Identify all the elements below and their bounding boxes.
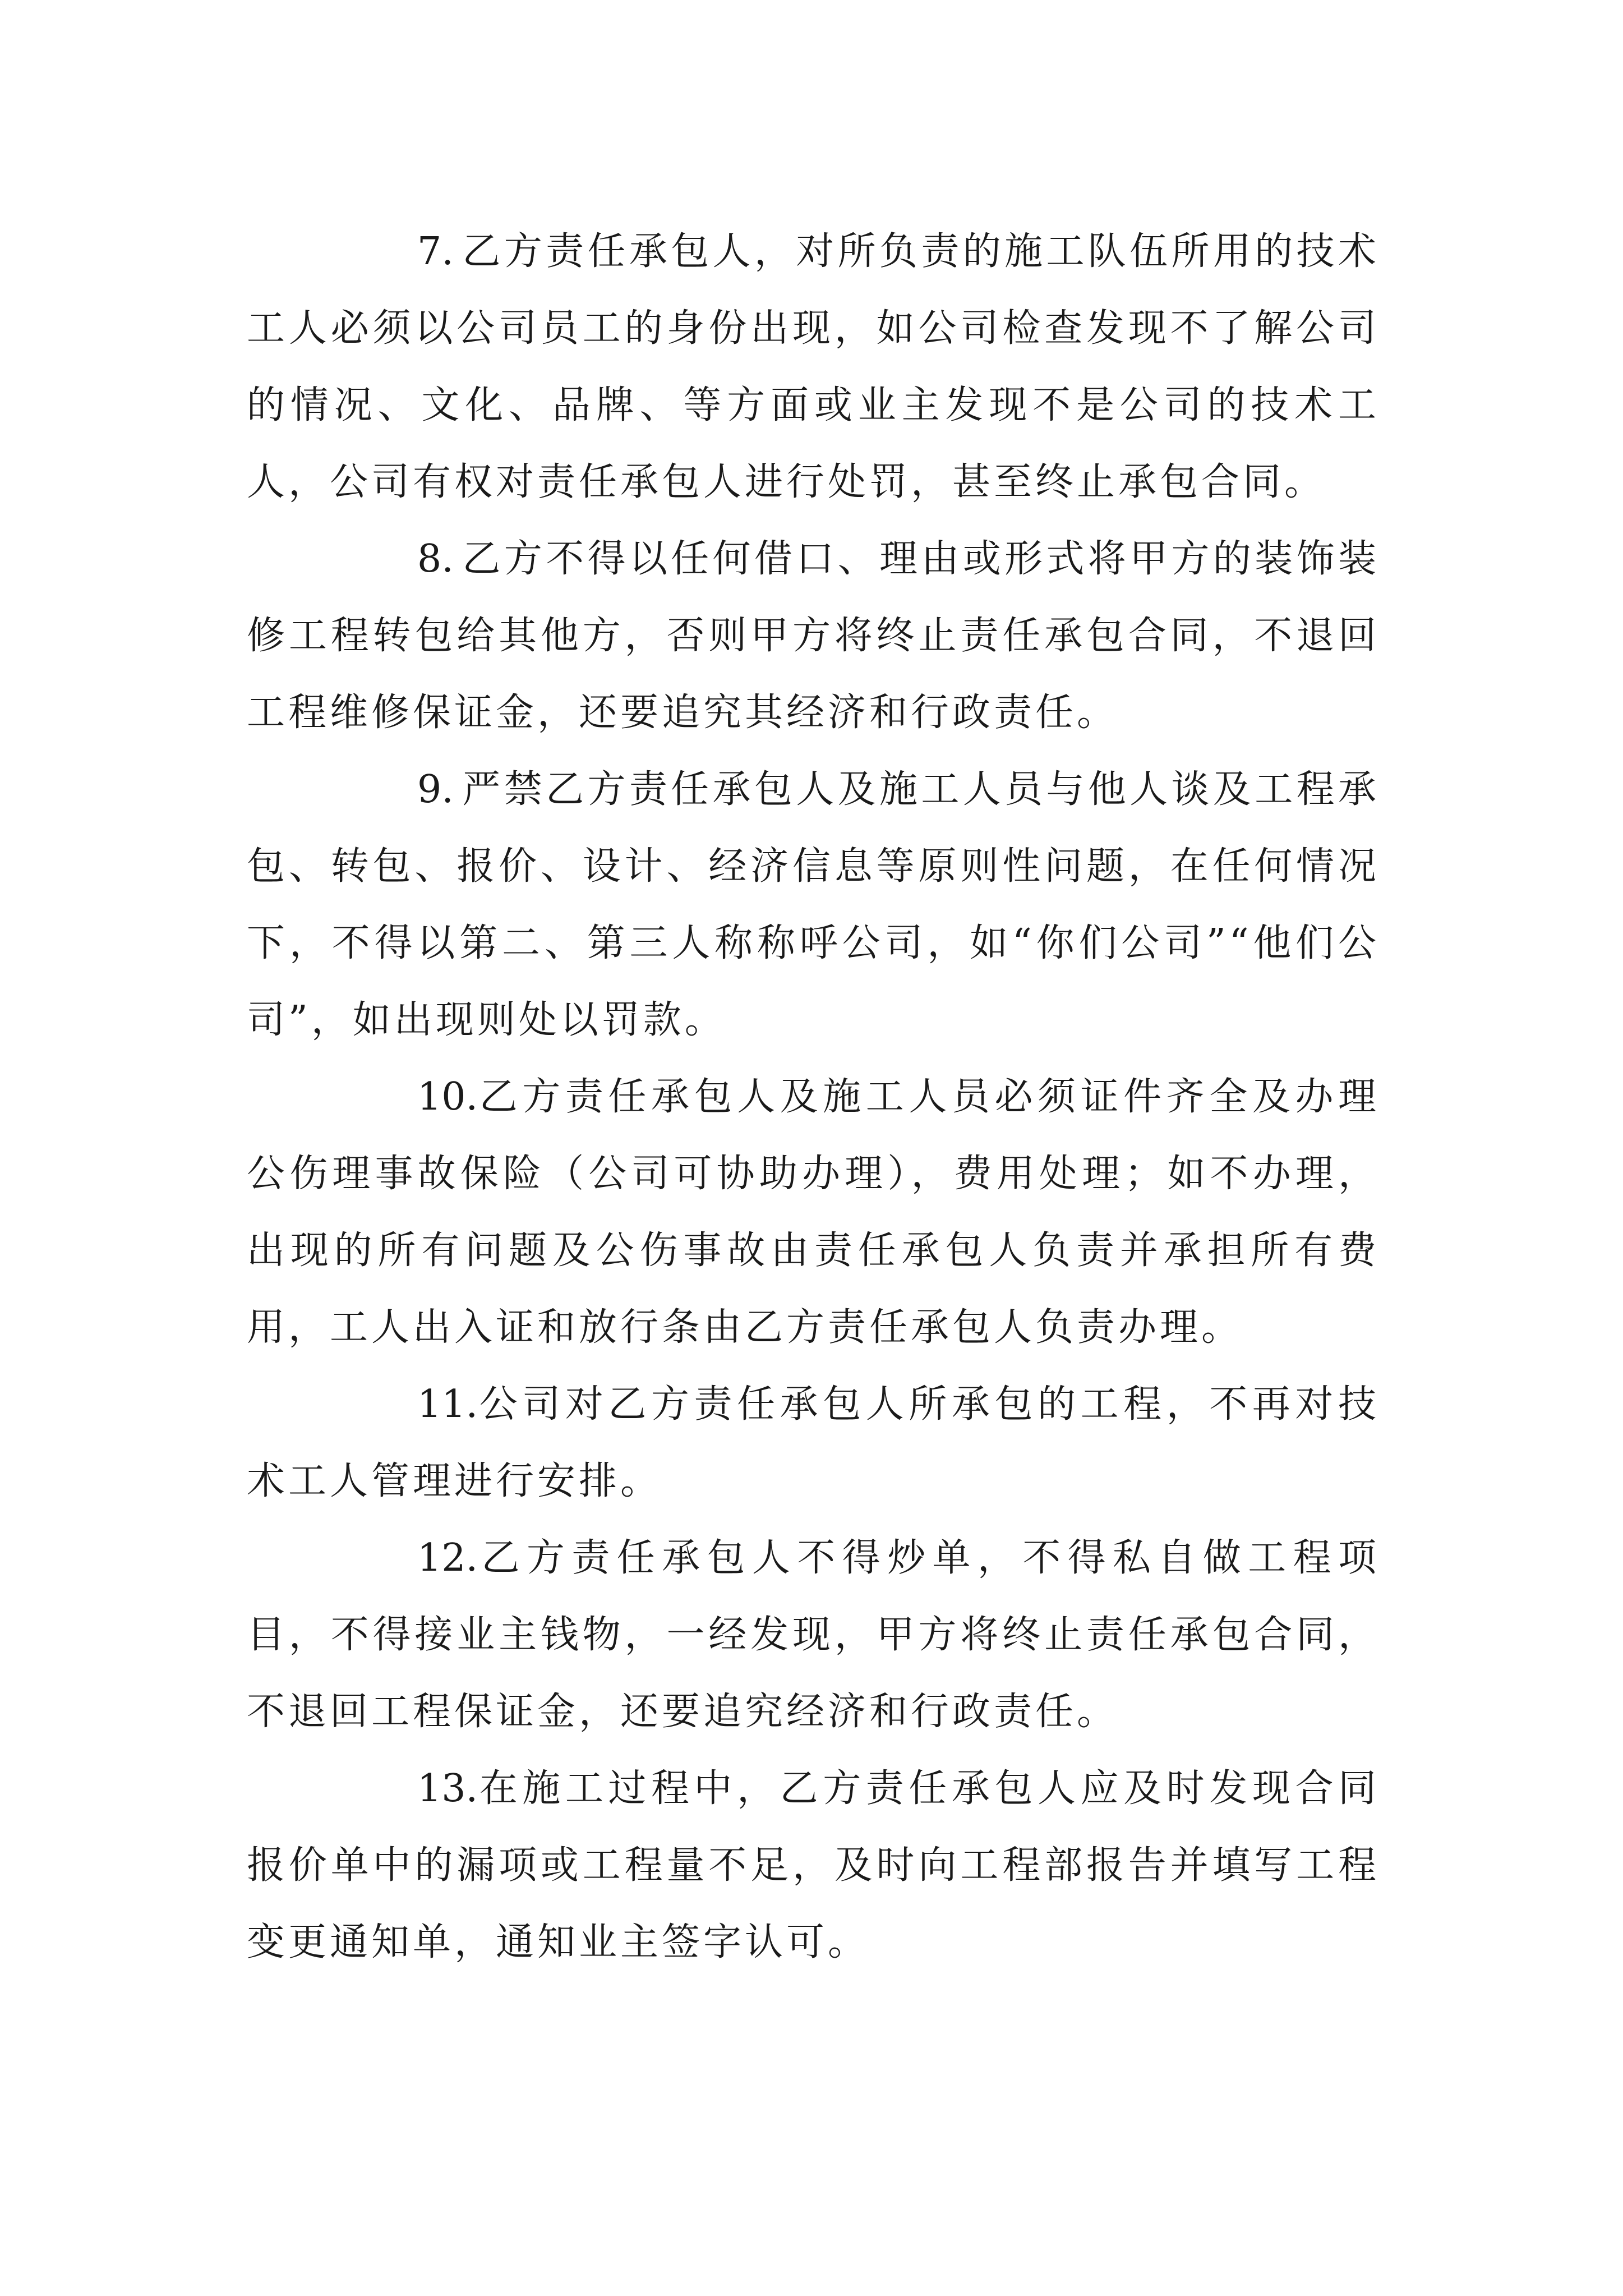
clause-text: 乙方责任承包人及施工人员必须证件齐全及办理公伤理事故保险（公司可协助办理），费用处理；如不办理，出现的所有问题及公伤事故由责任承包人负责并承担所有费用，工人出入证和放行条由乙方责任承包人负责办理。 [247, 1075, 1380, 1350]
clause-7 [247, 213, 1380, 521]
clause-12 [247, 1520, 1380, 1750]
clause-8 [247, 521, 1380, 751]
clause-text: 乙方责任承包人，对所负责的施工队伍所用的技术工人必须以公司员工的身份出现，如公司检查发现不了解公司的情况、文化、品牌、等方面或业主发现不是公司的技术工人，公司有权对责任承包人进行处罚，甚至终止承包合同。 [247, 229, 1380, 504]
clause-13 [247, 1750, 1380, 1981]
clause-number: 8. [417, 537, 454, 581]
clause-9 [247, 751, 1380, 1059]
contract-clauses [247, 213, 1380, 1981]
clause-10 [247, 1059, 1380, 1366]
clause-text: 乙方责任承包人不得炒单，不得私自做工程项目，不得接业主钱物，一经发现，甲方将终止责任承包合同，不退回工程保证金，还要追究经济和行政责任。 [247, 1536, 1380, 1734]
clause-text: 在施工过程中，乙方责任承包人应及时发现合同报价单中的漏项或工程量不足，及时向工程部报告并填写工程变更通知单，通知业主签字认可。 [247, 1766, 1380, 1964]
clause-number: 13. [417, 1766, 478, 1811]
clause-text: 乙方不得以任何借口、理由或形式将甲方的装饰装修工程转包给其他方，否则甲方将终止责任承包合同，不退回工程维修保证金，还要追究其经济和行政责任。 [247, 537, 1380, 735]
clause-number: 11. [417, 1382, 478, 1427]
clause-number: 12. [417, 1536, 478, 1580]
clause-number: 10. [417, 1075, 478, 1119]
clause-number: 9. [417, 767, 454, 812]
clause-text: 严禁乙方责任承包人及施工人员与他人谈及工程承包、转包、报价、设计、经济信息等原则性问题，在任何情况下，不得以第二、第三人称称呼公司，如“你们公司”“他们公司”，如出现则处以罚款。 [247, 767, 1380, 1042]
clause-text: 公司对乙方责任承包人所承包的工程，不再对技术工人管理进行安排。 [247, 1382, 1380, 1503]
clause-11 [247, 1366, 1380, 1520]
clause-number: 7. [417, 229, 454, 274]
